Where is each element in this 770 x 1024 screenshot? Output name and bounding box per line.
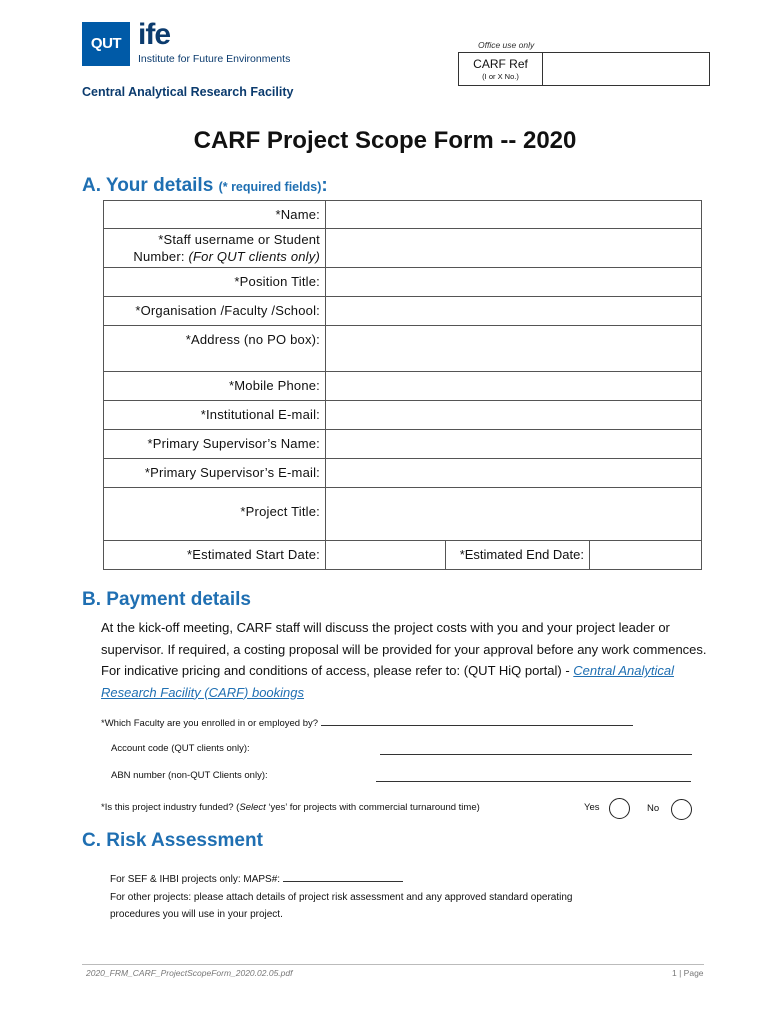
faculty-question <box>101 716 633 729</box>
payment-paragraph <box>101 617 711 703</box>
office-use-label: Office use only <box>478 40 535 50</box>
organisation-label: *Organisation /Faculty /School: <box>104 297 326 326</box>
yes-label: Yes <box>584 802 600 813</box>
carf-ref-box <box>458 52 710 86</box>
carf-ref-input[interactable] <box>543 53 709 85</box>
page-number: 1 <box>672 968 677 978</box>
industry-q-prefix: *Is this project industry funded? ( <box>101 802 240 813</box>
table-row <box>104 541 702 570</box>
table-row <box>104 372 702 401</box>
table-row <box>104 326 702 372</box>
page-title: CARF Project Scope Form -- 2020 <box>193 127 577 154</box>
table-row <box>104 297 702 326</box>
address-field[interactable] <box>326 326 702 372</box>
footer-divider <box>82 964 704 965</box>
facility-name: Central Analytical Research Facility <box>82 85 294 99</box>
no-radio[interactable] <box>671 799 692 820</box>
organisation-field[interactable] <box>326 297 702 326</box>
mobile-phone-field[interactable] <box>326 372 702 401</box>
project-title-field[interactable] <box>326 488 702 541</box>
faculty-input[interactable] <box>321 716 633 726</box>
industry-q-select: Select <box>239 802 266 813</box>
ife-logo-text: ife <box>138 18 171 51</box>
table-row <box>104 201 702 229</box>
yes-radio[interactable] <box>609 798 630 819</box>
name-field[interactable] <box>326 201 702 229</box>
maps-line <box>110 872 403 885</box>
address-label: *Address (no PO box): <box>104 326 326 372</box>
industry-funded-question <box>101 802 480 813</box>
carf-ref-sublabel: (I or X No.) <box>482 72 519 81</box>
table-row <box>104 268 702 297</box>
faculty-question-text: *Which Faculty are you enrolled in or employed by? <box>101 718 319 729</box>
section-a-heading <box>82 175 328 197</box>
institutional-email-field[interactable] <box>326 401 702 430</box>
supervisor-email-field[interactable] <box>326 459 702 488</box>
end-date-field[interactable] <box>590 541 702 570</box>
institute-name: Institute for Future Environments <box>138 53 291 65</box>
account-code-input[interactable] <box>380 745 692 755</box>
payment-paragraph-text: At the kick-off meeting, CARF staff will discuss the project costs with you and your project leader or supervisor. If required, a costing proposal will be provided for your approval before any work commences. For indicative pricing and conditions of access, please refer to: (QUT HiQ portal) - <box>101 620 707 678</box>
abn-input[interactable] <box>376 772 691 782</box>
section-b-heading: B. Payment details <box>82 589 251 610</box>
industry-q-suffix: ‘yes’ for projects with commercial turnaround time) <box>265 802 480 813</box>
abn-label: ABN number (non-QUT Clients only): <box>111 770 268 781</box>
carf-ref-label: CARF Ref <box>473 57 528 71</box>
no-label: No <box>647 803 660 814</box>
maps-input[interactable] <box>283 872 403 882</box>
table-row <box>104 488 702 541</box>
staff-username-label <box>104 229 326 268</box>
footer-filename: 2020_FRM_CARF_ProjectScopeForm_2020.02.05.pdf <box>86 968 293 978</box>
name-label: *Name: <box>104 201 326 229</box>
qut-logo-badge: QUT <box>82 22 130 66</box>
section-a-title: A. Your details <box>82 175 214 196</box>
supervisor-name-field[interactable] <box>326 430 702 459</box>
start-date-label: *Estimated Start Date: <box>104 541 326 570</box>
carf-bookings-link[interactable]: Central Analytical Research Facility (CARF) bookings <box>101 663 674 700</box>
table-row <box>104 401 702 430</box>
footer-page <box>672 968 704 978</box>
section-c-heading: C. Risk Assessment <box>82 830 263 851</box>
staff-username-label-text: *Staff username or Student Number: <box>133 232 320 264</box>
other-projects-line-1: For other projects: please attach details of project risk assessment and any approved standard operating <box>110 892 573 903</box>
position-title-field[interactable] <box>326 268 702 297</box>
project-title-label: *Project Title: <box>104 488 326 541</box>
other-projects-line-2: procedures you will use in your project. <box>110 909 283 920</box>
mobile-phone-label: *Mobile Phone: <box>104 372 326 401</box>
your-details-table <box>103 200 702 570</box>
qut-clients-only-note: (For QUT clients only) <box>188 249 320 264</box>
institutional-email-label: *Institutional E-mail: <box>104 401 326 430</box>
end-date-label: *Estimated End Date: <box>446 541 590 570</box>
qut-ife-logo <box>82 18 342 102</box>
carf-ref-label-cell <box>459 53 543 85</box>
staff-username-field[interactable] <box>326 229 702 268</box>
page-word: | Page <box>679 968 704 978</box>
required-fields-note: (* required fields) <box>218 180 322 194</box>
maps-label: For SEF & IHBI projects only: MAPS#: <box>110 874 281 885</box>
table-row <box>104 459 702 488</box>
supervisor-name-label: *Primary Supervisor’s Name: <box>104 430 326 459</box>
table-row <box>104 229 702 268</box>
start-date-field[interactable] <box>326 541 446 570</box>
supervisor-email-label: *Primary Supervisor’s E-mail: <box>104 459 326 488</box>
table-row <box>104 430 702 459</box>
position-title-label: *Position Title: <box>104 268 326 297</box>
section-a-colon: : <box>321 175 328 196</box>
account-code-label: Account code (QUT clients only): <box>111 743 250 754</box>
